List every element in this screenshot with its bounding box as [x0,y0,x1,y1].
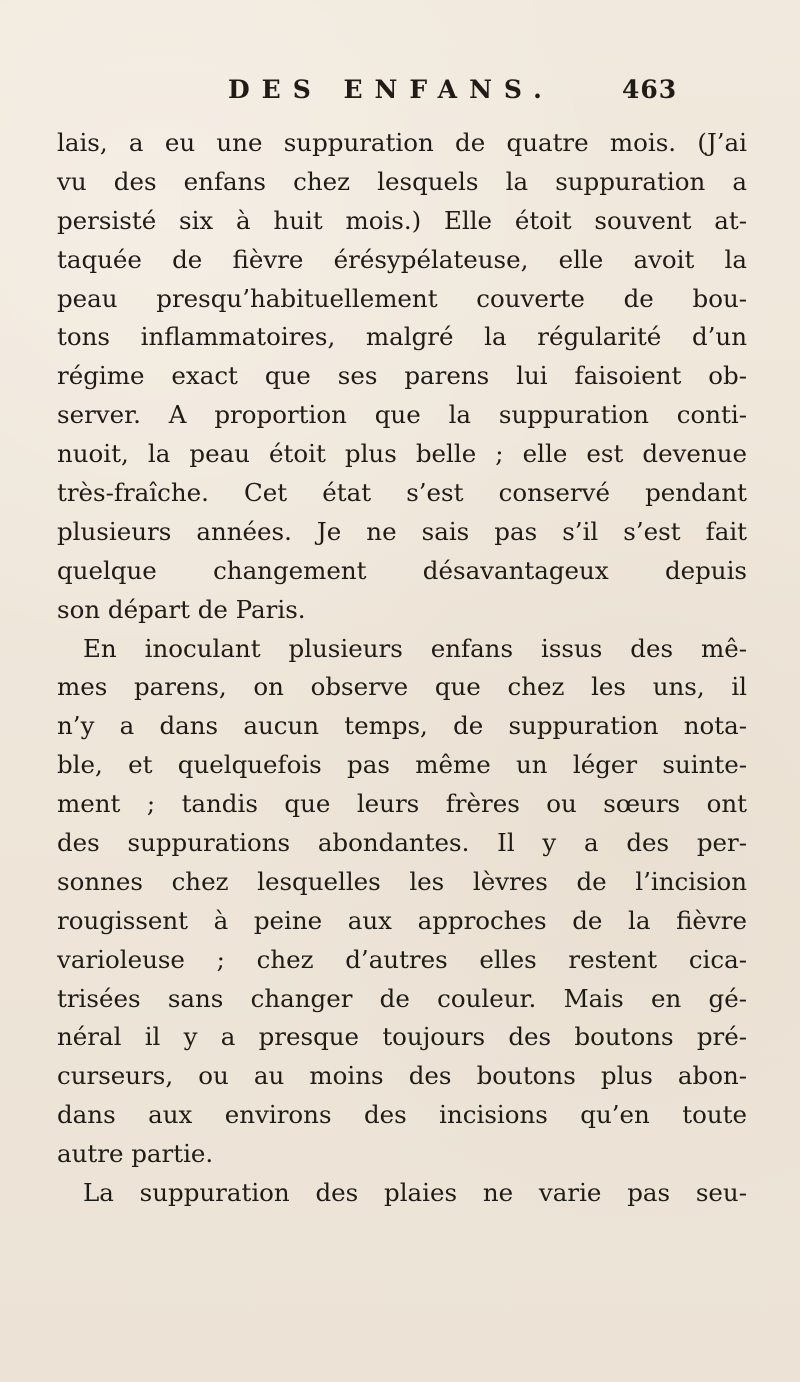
text-line: sonnes chez lesquelles les lèvres de l’incision [57,866,747,896]
text-line: très-fraîche. Cet état s’est conservé pendant [57,478,747,508]
text-line: varioleuse ; chez d’autres elles restent cica- [57,944,747,974]
text-line: rougissent à peine aux approches de la fièvre [57,905,747,935]
text-line: dans aux environs des incisions qu’en toute [57,1100,747,1130]
text-line: lais, a eu une suppuration de quatre mois. (J’ai [57,128,747,157]
text-line: La suppuration des plaies ne varie pas seu- [83,1178,747,1208]
text-line: En inoculant plusieurs enfans issus des mê- [83,633,747,663]
text-line: tons inflammatoires, malgré la régularité d’un [57,322,747,352]
text-line: peau presqu’habituellement couverte de bou- [57,283,747,313]
text-line: ment ; tandis que leurs frères ou sœurs ont [57,789,747,819]
page-number: 463 [622,75,678,104]
text-line: trisées sans changer de couleur. Mais en gé- [57,983,747,1013]
text-line: mes parens, on observe que chez les uns, il [57,672,747,702]
text-line: plusieurs années. Je ne sais pas s’il s’est fait [57,516,747,546]
text-line: néral il y a presque toujours des boutons pré- [57,1022,747,1052]
text-line: ble, et quelquefois pas même un léger suinte- [57,750,747,780]
body-text [57,124,747,1213]
text-line: n’y a dans aucun temps, de suppuration nota- [57,711,747,741]
text-line: quelque changement désavantageux depuis [57,555,747,585]
text-line: son départ de Paris. [57,594,306,624]
running-header: DES ENFANS. [228,75,554,104]
text-line: server. A proportion que la suppuration conti- [57,400,747,430]
text-line: vu des enfans chez lesquels la suppuration a [57,166,747,196]
text-line: persisté six à huit mois.) Elle étoit souvent at- [57,205,747,235]
text-line: curseurs, ou au moins des boutons plus abon- [57,1061,747,1091]
text-line: taquée de fièvre érésypélateuse, elle avoit la [57,244,747,274]
text-line: régime exact que ses parens lui faisoient ob- [57,361,747,391]
text-line: nuoit, la peau étoit plus belle ; elle est devenue [57,439,747,469]
text-line: autre partie. [57,1139,214,1169]
text-line: des suppurations abondantes. Il y a des per- [57,828,747,858]
